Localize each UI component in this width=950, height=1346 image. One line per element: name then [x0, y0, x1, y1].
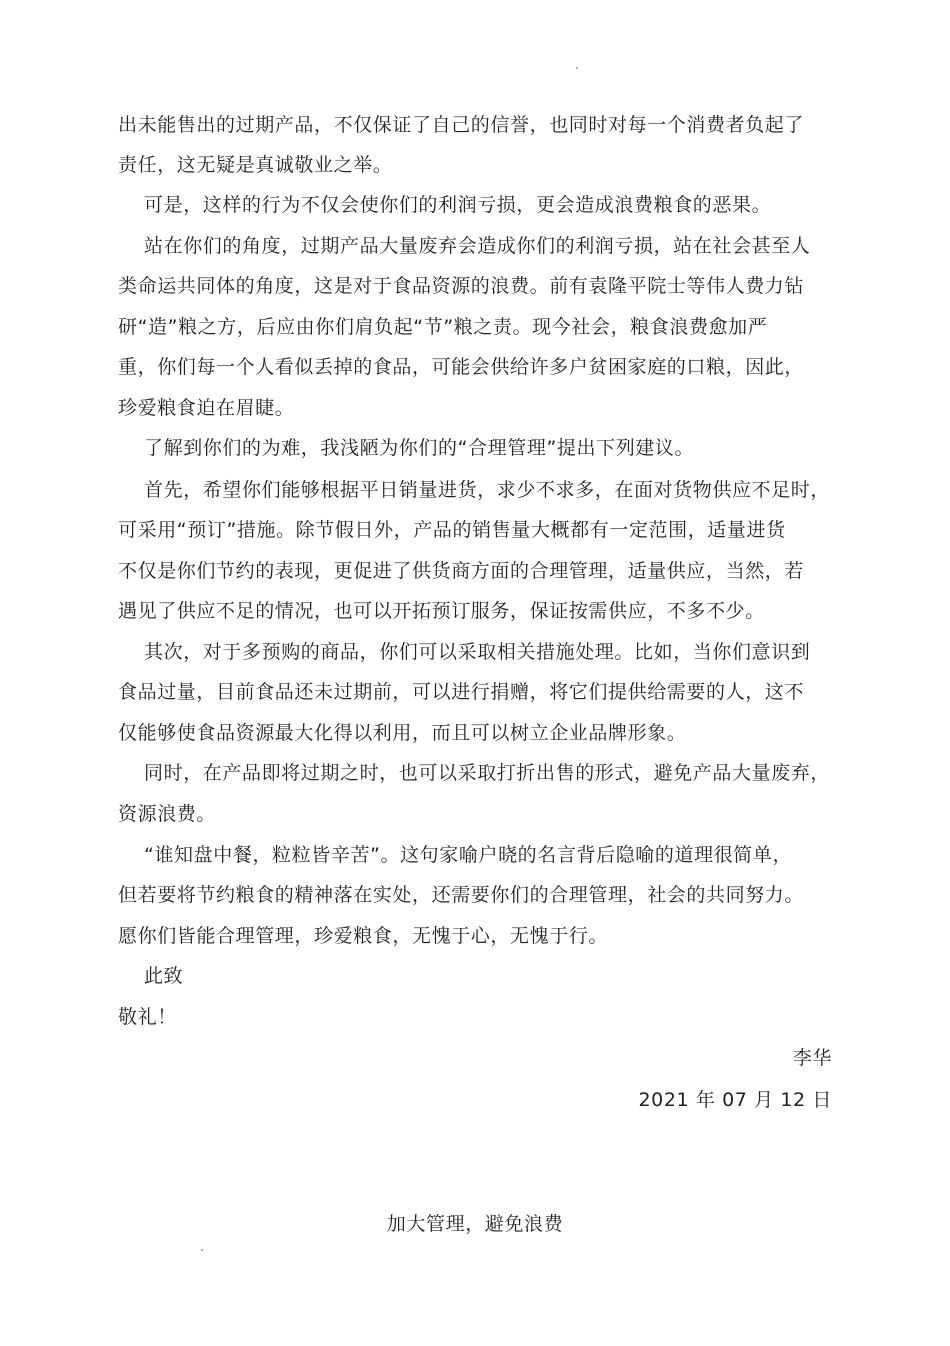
body-line: 出未能售出的过期产品，不仅保证了自己的信誉，也同时对每一个消费者负起了 — [118, 114, 805, 136]
body-line: 愿你们皆能合理管理，珍爱粮食，无愧于心，无愧于行。 — [118, 925, 609, 947]
body-line: 食品过量，目前食品还未过期前，可以进行捐赠，将它们提供给需要的人，这不 — [118, 681, 805, 703]
body-line: 重，你们每一个人看似丢掉的食品，可能会供给许多户贫困家庭的口粮，因此， — [118, 356, 805, 378]
body-line: 遇见了供应不足的情况，也可以开拓预订服务，保证按需供应，不多不少。 — [118, 600, 765, 622]
body-line: 珍爱粮食迫在眉睫。 — [118, 397, 295, 419]
body-line: 责任，这无疑是真诚敬业之举。 — [118, 154, 393, 176]
body-line: “谁知盘中餐，粒粒皆辛苦”。这句家喻户晓的名言背后隐喻的道理很简单， — [144, 844, 793, 866]
scan-speck — [576, 67, 578, 69]
body-line: 仅能够使食品资源最大化得以利用，而且可以树立企业品牌形象。 — [118, 722, 687, 744]
signature-date: 2021 年 07 月 12 日 — [638, 1089, 832, 1111]
body-line: 其次，对于多预购的商品，你们可以采取相关措施处理。比如，当你们意识到 — [144, 641, 811, 663]
body-line: 资源浪费。 — [118, 803, 217, 825]
body-line: 不仅是你们节约的表现，更促进了供货商方面的合理管理，适量供应，当然，若 — [118, 560, 805, 582]
body-line: 类命运共同体的角度，这是对于食品资源的浪费。前有袁隆平院士等伟人费力钻 — [118, 275, 805, 297]
body-line: 可是，这样的行为不仅会使你们的利润亏损，更会造成浪费粮食的恶果。 — [144, 194, 772, 216]
body-line: 但若要将节约粮食的精神落在实处，还需要你们的合理管理，社会的共同努力。 — [118, 884, 805, 906]
closing-regards: 敬礼！ — [118, 1006, 177, 1028]
body-line: 同时，在产品即将过期之时，也可以采取打折出售的形式，避免产品大量废弃， — [144, 762, 831, 784]
body-line: 研“造”粮之方，后应由你们肩负起“节”粮之责。现今社会，粮食浪费愈加严 — [118, 316, 768, 338]
body-line: 站在你们的角度，过期产品大量废弃会造成你们的利润亏损，站在社会甚至人 — [144, 235, 811, 257]
body-line: 首先，希望你们能够根据平日销量进货，求少不求多，在面对货物供应不足时， — [144, 479, 831, 501]
essay-title: 加大管理，避免浪费 — [386, 1213, 564, 1235]
body-line: 可采用“预订”措施。除节假日外，产品的销售量大概都有一定范围，适量进货 — [118, 519, 786, 541]
signature-name: 李华 — [792, 1047, 832, 1069]
closing-salutation: 此致 — [144, 965, 184, 987]
scan-speck — [201, 1249, 203, 1251]
body-line: 了解到你们的为难，我浅陋为你们的“合理管理”提出下列建议。 — [144, 437, 695, 459]
